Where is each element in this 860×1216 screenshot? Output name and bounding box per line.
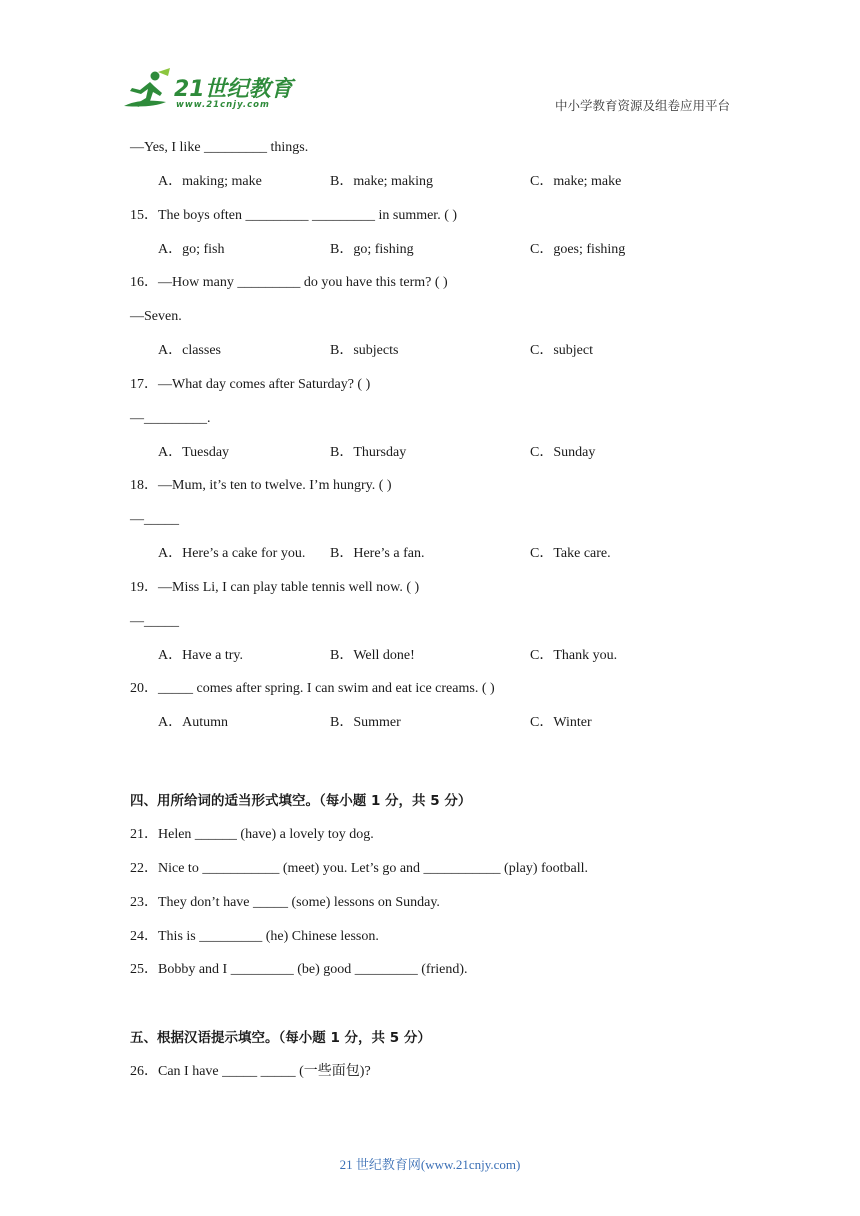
- question-22: 22．Nice to ___________ (meet) you. Let’s go and ___________ (play) football.: [130, 861, 589, 876]
- site-logo: [122, 66, 292, 116]
- option-a: A．go; fish: [158, 242, 225, 257]
- option-a: A．Tuesday: [158, 445, 230, 460]
- question-20: 20．_____ comes after spring. I can swim and eat ice creams. ( ): [130, 681, 495, 696]
- answer-line: —_________.: [130, 411, 211, 426]
- question-18: 18．—Mum, it’s ten to twelve. I’m hungry. ( ): [130, 478, 392, 493]
- question-line: —Yes, I like _________ things.: [130, 140, 309, 155]
- question-16: 16．—How many _________ do you have this term? ( ): [130, 275, 448, 290]
- option-c: C．Take care.: [530, 546, 611, 561]
- option-b: B．Thursday: [330, 445, 407, 460]
- option-a: A．Here’s a cake for you.: [158, 546, 306, 561]
- section-4-title: 四、用所给词的适当形式填空。（每小题 1 分，共 5 分）: [130, 793, 472, 809]
- page-header: [0, 0, 860, 130]
- platform-tagline: 中小学教育资源及组卷应用平台: [554, 98, 730, 113]
- logo-url: www.21cnjy.com: [176, 100, 270, 110]
- option-b: B．Summer: [330, 715, 401, 730]
- option-b: B．make; making: [330, 174, 434, 189]
- option-c: C．Thank you.: [530, 648, 618, 663]
- option-c: C．Sunday: [530, 445, 596, 460]
- page-footer: 21 世纪教育网(www.21cnjy.com): [339, 1157, 521, 1172]
- option-c: C．subject: [530, 343, 593, 358]
- question-15: 15．The boys often _________ _________ in summer. ( ): [130, 208, 458, 223]
- option-b: B．go; fishing: [330, 242, 414, 257]
- option-c: C．Winter: [530, 715, 592, 730]
- question-26: 26．Can I have _____ _____ (一些面包)?: [130, 1064, 371, 1079]
- answer-line: —_____: [130, 512, 179, 527]
- option-c: C．make; make: [530, 174, 622, 189]
- logo-text: 21世纪教育: [174, 77, 293, 102]
- option-a: A．classes: [158, 343, 221, 358]
- option-b: B．subjects: [330, 343, 399, 358]
- question-23: 23．They don’t have _____ (some) lessons on Sunday.: [130, 895, 440, 910]
- question-25: 25．Bobby and I _________ (be) good _________ (friend).: [130, 962, 468, 977]
- section-5-title: 五、根据汉语提示填空。（每小题 1 分，共 5 分）: [130, 1030, 431, 1046]
- runner-logo-icon: [122, 68, 174, 114]
- answer-line: —_____: [130, 614, 179, 629]
- option-a: A．Have a try.: [158, 648, 244, 663]
- question-17: 17．—What day comes after Saturday? ( ): [130, 377, 371, 392]
- question-24: 24．This is _________ (he) Chinese lesson.: [130, 929, 379, 944]
- answer-line: —Seven.: [130, 309, 182, 324]
- question-19: 19．—Miss Li, I can play table tennis well now. ( ): [130, 580, 420, 595]
- option-a: A．making; make: [158, 174, 262, 189]
- option-b: B．Well done!: [330, 648, 415, 663]
- option-c: C．goes; fishing: [530, 242, 626, 257]
- option-b: B．Here’s a fan.: [330, 546, 425, 561]
- option-a: A．Autumn: [158, 715, 228, 730]
- question-21: 21．Helen ______ (have) a lovely toy dog.: [130, 827, 374, 842]
